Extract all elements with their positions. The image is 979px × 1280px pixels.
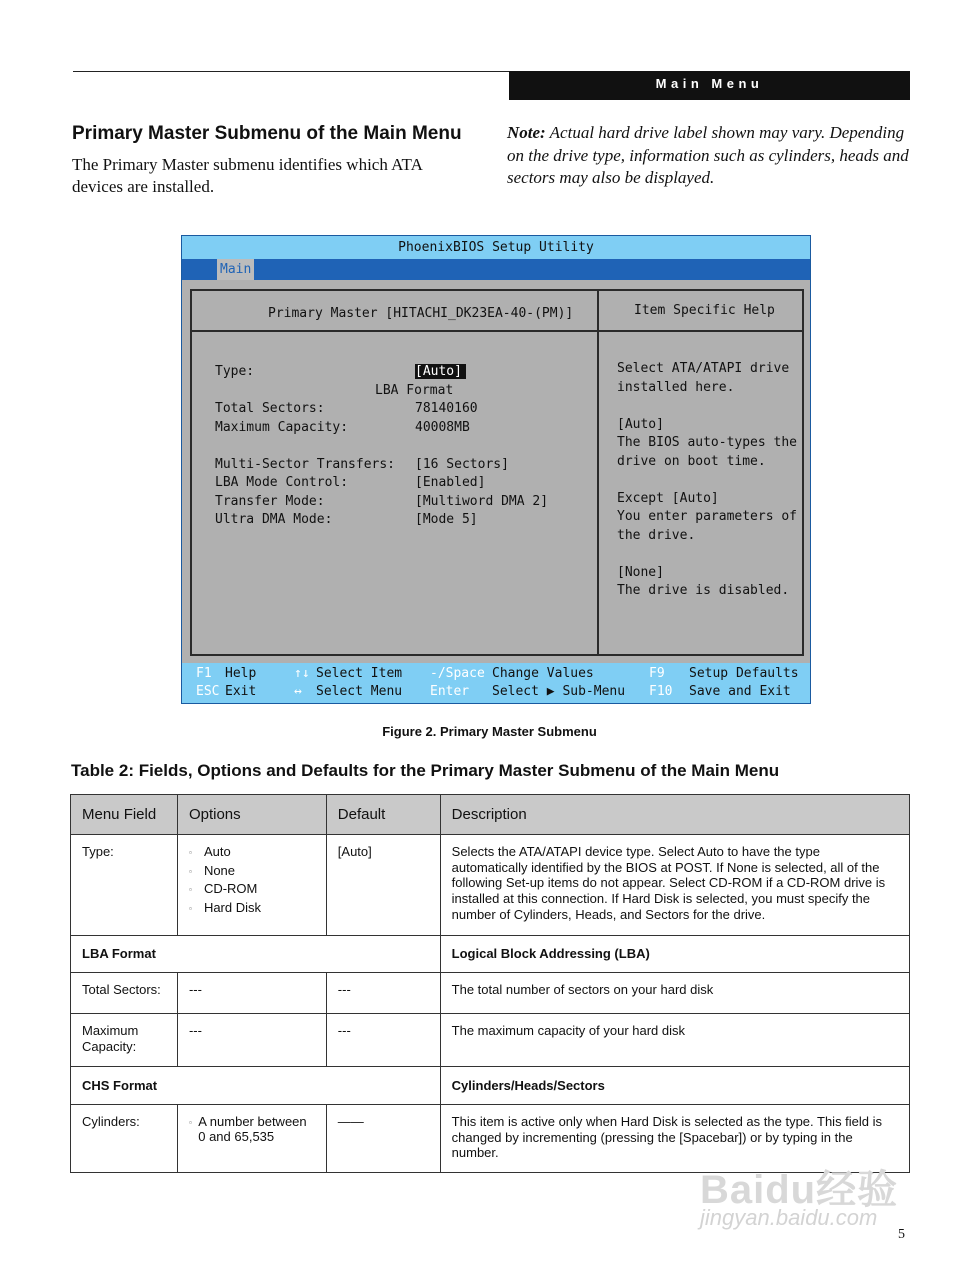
header-rule (73, 71, 510, 72)
table-row-chs (71, 1067, 910, 1105)
cell-field: Type: (82, 844, 114, 859)
cell-description: The total number of sectors on your hard disk (451, 982, 714, 997)
header-description: Description (440, 795, 909, 835)
header-default: Default (326, 795, 440, 835)
bios-field-value-total-sectors: 78140160 (415, 401, 478, 416)
cell-field: Total Sectors: (82, 982, 161, 997)
footer-text-change-values: Change Values (492, 666, 594, 681)
cell-options (178, 835, 326, 925)
option-item (189, 899, 315, 918)
bios-field-value-lba: LBA Format (375, 383, 454, 398)
help-line: installed here. (617, 379, 735, 395)
option-item (189, 862, 315, 881)
bios-screenshot (181, 235, 811, 704)
header-menu-field: Menu Field (71, 795, 178, 835)
footer-text-select-menu: Select Menu (316, 684, 403, 699)
table-row-type (71, 835, 910, 936)
bios-help-title: Item Specific Help (634, 303, 775, 318)
bios-tab-main[interactable]: Main (217, 259, 254, 280)
bios-field-value-lba-mode[interactable]: [Enabled] (415, 475, 486, 490)
table-title: Table 2: Fields, Options and Defaults for the Primary Master Submenu of the Main Menu (71, 761, 780, 780)
cell-default: [Auto] (337, 844, 372, 859)
footer-key-f10: F10 (649, 684, 673, 699)
bios-panel-divider (597, 289, 599, 656)
header-options: Options (177, 795, 326, 835)
footer-key-enter: Enter (430, 684, 470, 699)
note-paragraph (507, 122, 912, 190)
bios-field-label-max-capacity: Maximum Capacity: (215, 420, 349, 435)
table-header-row (71, 795, 910, 835)
bios-menubar (182, 259, 810, 280)
help-line-blank (617, 545, 797, 564)
figure-caption: Figure 2. Primary Master Submenu (382, 724, 597, 739)
option-text: Hard Disk (203, 899, 262, 915)
help-line: drive on boot time. (617, 453, 766, 469)
bios-selected-value[interactable]: [Auto] (415, 364, 466, 379)
help-line-blank (617, 397, 797, 416)
bios-field-value-ultra-dma[interactable]: [Mode 5] (415, 512, 478, 527)
bios-field-label-transfer-mode: Transfer Mode: (215, 494, 325, 509)
footer-text-select-item: Select Item (316, 666, 403, 681)
footer-key-f9: F9 (649, 666, 665, 681)
note-label: Note: (507, 123, 546, 142)
footer-key-esc: ESC (196, 684, 220, 699)
bios-field-label-ultra-dma: Ultra DMA Mode: (215, 512, 333, 527)
option-text: None (203, 862, 236, 878)
footer-key-updown: ↑↓ (294, 666, 310, 681)
option-text: A number between 0 and 65,535 (198, 1114, 307, 1144)
footer-text-exit: Exit (225, 684, 257, 699)
help-line: the drive. (617, 527, 696, 543)
help-line: [Auto] (617, 416, 664, 432)
cell-options (178, 1105, 326, 1152)
cell-default: --- (337, 1023, 351, 1038)
bullet-icon: ▫ (188, 866, 192, 876)
bios-field-label-total-sectors: Total Sectors: (215, 401, 325, 416)
section-header-bar: Main Menu (509, 71, 910, 100)
bios-footer (182, 663, 810, 704)
bios-panel-title: Primary Master [HITACHI_DK23EA-40-(PM)] (268, 306, 574, 321)
bios-field-value-type[interactable] (415, 363, 466, 382)
cell-description: The maximum capacity of your hard disk (451, 1023, 686, 1038)
bullet-icon: ▫ (188, 885, 192, 894)
footer-text-save-exit: Save and Exit (689, 684, 791, 699)
table-row-lba (71, 936, 910, 973)
help-line: Select ATA/ATAPI drive (617, 361, 790, 376)
bios-field-value-multi-sector[interactable]: [16 Sectors] (415, 457, 509, 472)
bullet-icon: ▫ (188, 1118, 192, 1127)
bios-field-label-type: Type: (215, 364, 255, 379)
cell-description: Cylinders/Heads/Sectors (451, 1077, 605, 1093)
footer-key-space: -/Space (430, 666, 485, 681)
help-line: [None] (617, 564, 664, 580)
help-line-blank (617, 471, 797, 490)
cell-default: —— (337, 1114, 364, 1129)
option-text: Auto (203, 844, 231, 859)
cell-default: --- (337, 982, 351, 997)
page-number: 5 (898, 1227, 905, 1242)
watermark-url: jingyan.baidu.com (700, 1205, 878, 1230)
footer-text-help: Help (225, 666, 257, 681)
bullet-icon: ▫ (188, 903, 192, 913)
bullet-icon: ▫ (188, 848, 192, 857)
option-text: CD-ROM (203, 881, 258, 896)
footer-text-setup-defaults: Setup Defaults (689, 666, 799, 681)
cell-options: --- (188, 982, 202, 997)
cell-description: Logical Block Addressing (LBA) (451, 946, 650, 962)
note-text: Actual hard drive label shown may vary. Depending on the drive type, information such as cylinders, heads and sectors may also be displayed. (507, 123, 909, 187)
section-title: Primary Master Submenu of the Main Menu (72, 123, 462, 144)
help-line: Except [Auto] (617, 490, 719, 506)
bios-help-text (617, 360, 797, 601)
bios-header-divider (190, 330, 804, 332)
cell-description: This item is active only when Hard Disk is selected as the type. This field is changed by incrementing (pressing the [Spacebar]) or by typing in the number. (451, 1114, 883, 1161)
table-row-total-sectors (71, 973, 910, 1014)
option-item (189, 880, 315, 899)
footer-text-sub-menu: Select ▶ Sub-Menu (492, 684, 626, 699)
table-row-max-capacity (71, 1014, 910, 1067)
cell-field: Cylinders: (82, 1114, 140, 1129)
help-line: You enter parameters of (617, 509, 798, 524)
option-item (189, 843, 315, 862)
option-item (189, 1114, 315, 1144)
help-line: The BIOS auto-types the (617, 435, 798, 450)
cell-field: Maximum Capacity: (82, 1023, 139, 1054)
section-body: The Primary Master submenu identifies which ATA devices are installed. (72, 155, 422, 196)
help-line: The drive is disabled. (617, 583, 790, 598)
cell-options: --- (188, 1023, 202, 1038)
bios-field-value-max-capacity: 40008MB (415, 420, 470, 435)
bios-title: PhoenixBIOS Setup Utility (182, 236, 810, 259)
bios-field-label-lba-mode: LBA Mode Control: (215, 475, 349, 490)
footer-key-f1: F1 (196, 666, 212, 681)
footer-key-leftright: ↔ (294, 684, 302, 699)
cell-description: Selects the ATA/ATAPI device type. Select Auto to have the type automatically identified by the BIOS at POST. If None is selected, all of the following Set-up items do not appear. Select CD-ROM if a CD-ROM drive is installed at this connection. If Hard Disk is selected, you must specify the number of Cylinders, Heads, and Sectors for the drive. (451, 844, 886, 922)
watermark-logo: Baidu经验 (700, 1168, 899, 1212)
cell-field: LBA Format (82, 946, 156, 962)
cell-field: CHS Format (82, 1077, 158, 1093)
fields-table (70, 794, 910, 1173)
bios-field-value-transfer-mode[interactable]: [Multiword DMA 2] (415, 494, 549, 509)
bios-field-label-multi-sector: Multi-Sector Transfers: (215, 457, 396, 472)
